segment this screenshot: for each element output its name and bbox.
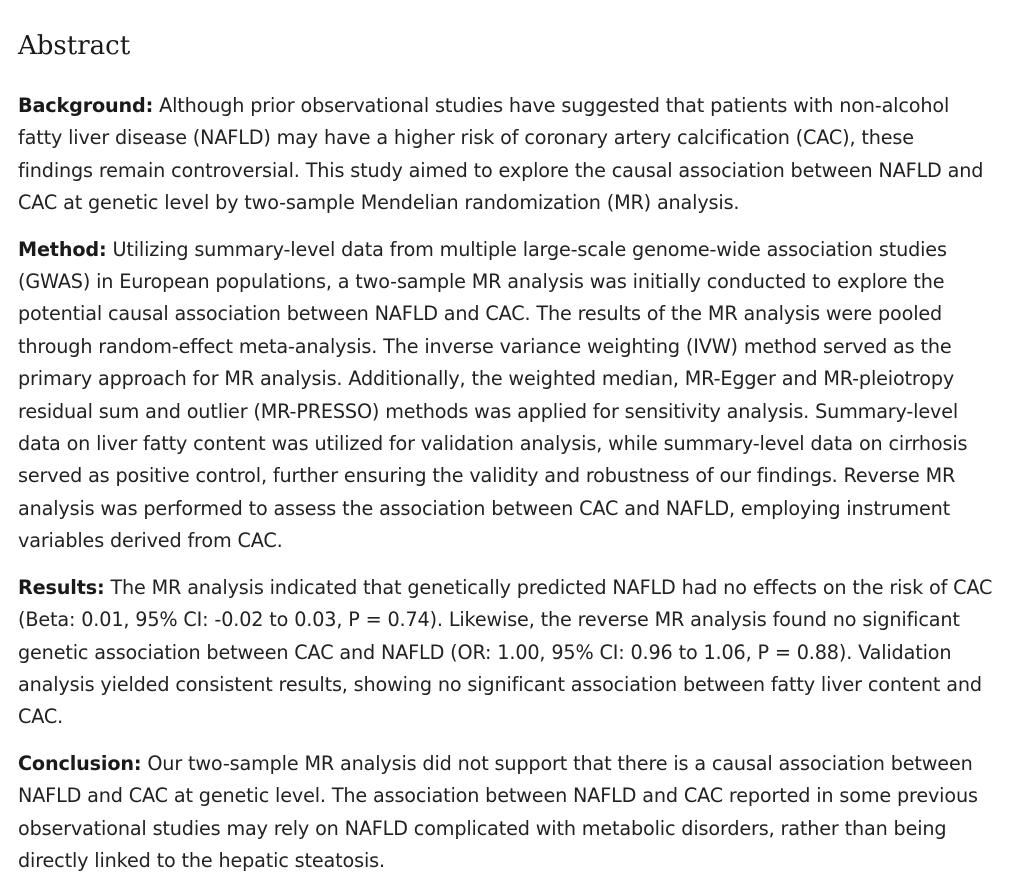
conclusion-label: Conclusion: <box>18 751 142 775</box>
background-section <box>18 90 993 220</box>
method-section <box>18 234 993 558</box>
background-text: Although prior observational studies have suggested that patients with non-alcohol fatty liver disease (NAFLD) may have a higher risk of coronary artery calcification (CAC), these findings remain controversial. This study aimed to explore the causal association between NAFLD and CAC at genetic level by two-sample Mendelian randomization (MR) analysis. <box>18 94 984 215</box>
method-text: Utilizing summary-level data from multiple large-scale genome-wide association studies (GWAS) in European populations, a two-sample MR analysis was initially conducted to explore the potential causal association between NAFLD and CAC. The results of the MR analysis were pooled through random-effect meta-analysis. The inverse variance weighting (IVW) method served as the primary approach for MR analysis. Additionally, the weighted median, MR-Egger and MR-pleiotropy residual sum and outlier (MR-PRESSO) methods was applied for sensitivity analysis. Summary-level data on liver fatty content was utilized for validation analysis, while summary-level data on cirrhosis served as positive control, further ensuring the validity and robustness of our findings. Reverse MR analysis was performed to assess the association between CAC and NAFLD, employing instrument variables derived from CAC. <box>18 237 968 553</box>
conclusion-text: Our two-sample MR analysis did not support that there is a causal association between NAFLD and CAC at genetic level. The association between NAFLD and CAC reported in some previous observational studies may rely on NAFLD complicated with metabolic disorders, rather than being directly linked to the hepatic steatosis. <box>18 751 978 872</box>
abstract-heading: Abstract <box>18 31 131 61</box>
results-label: Results: <box>18 575 105 599</box>
results-text: The MR analysis indicated that genetically predicted NAFLD had no effects on the risk of CAC (Beta: 0.01, 95% CI: -0.02 to 0.03, P = 0.74). Likewise, the reverse MR analysis found no significant genetic association between CAC and NAFLD (OR: 1.00, 95% CI: 0.96 to 1.06, P = 0.88). Validation analysis yielded consistent results, showing no significant association between fatty liver content and CAC. <box>18 575 993 729</box>
results-section <box>18 572 993 734</box>
conclusion-section <box>18 748 993 878</box>
abstract-container <box>18 26 993 891</box>
method-label: Method: <box>18 237 107 261</box>
background-label: Background: <box>18 94 154 117</box>
